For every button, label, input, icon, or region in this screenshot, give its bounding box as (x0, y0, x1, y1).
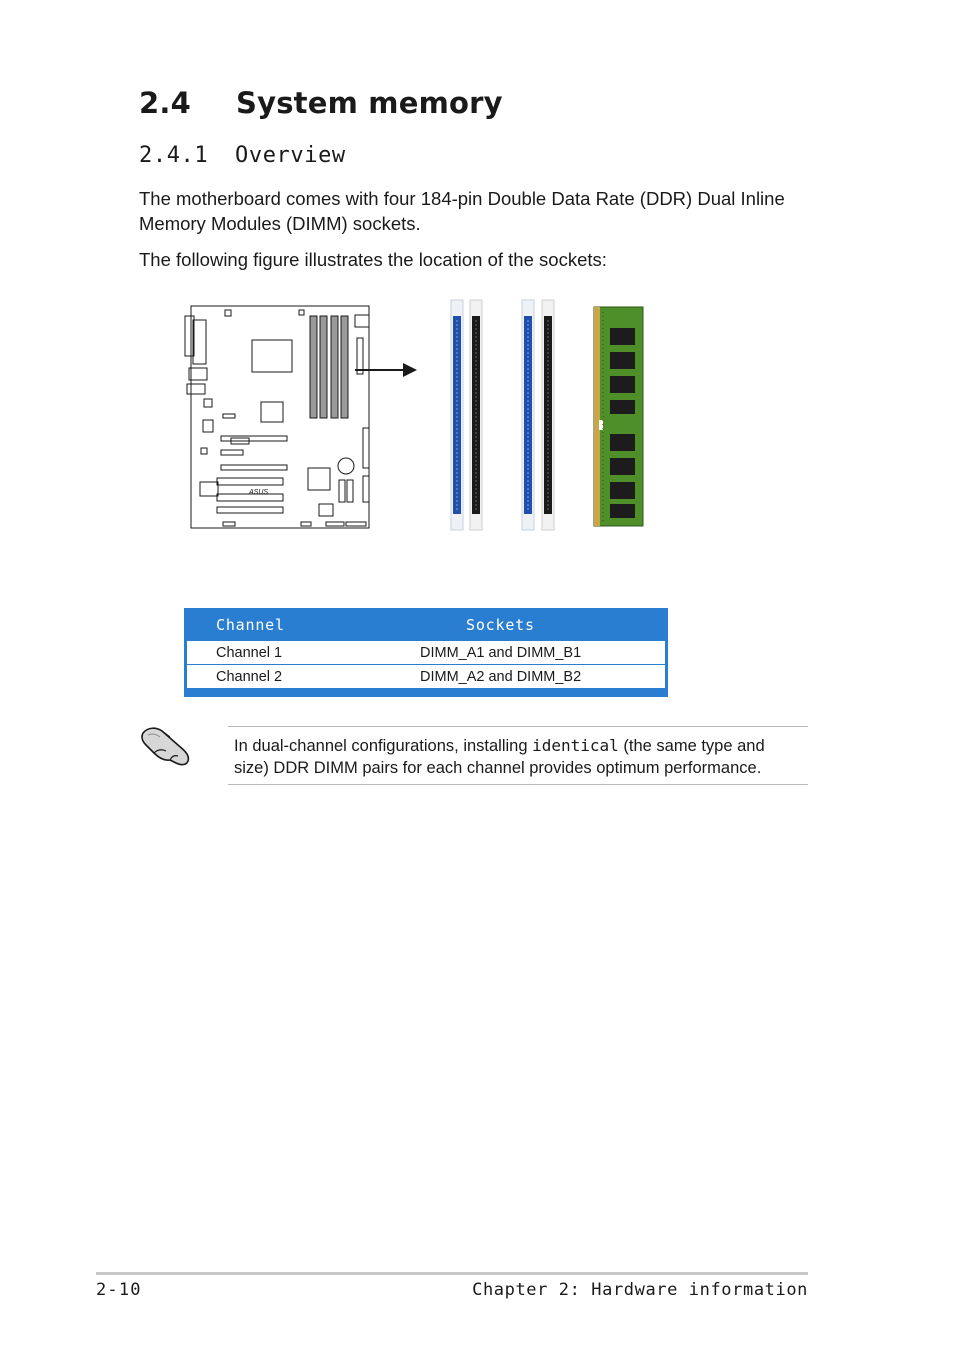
table-cell-channel: Channel 1 (187, 641, 416, 665)
dimm-socket-blue (451, 300, 463, 530)
table-cell-channel: Channel 2 (216, 668, 283, 685)
asus-logo: ASUS (249, 489, 269, 496)
super-io-chip (308, 468, 330, 490)
mounting-hole (299, 310, 304, 315)
small-chip (203, 420, 213, 432)
expansion-slot (221, 450, 243, 455)
dimm-socket-figure (183, 298, 653, 538)
board-dimm-slot (331, 316, 338, 418)
memory-chip (610, 434, 635, 451)
memory-chip (610, 504, 635, 518)
ddr-memory-module (594, 307, 643, 526)
memory-chip (610, 328, 635, 345)
audio-chip (200, 482, 218, 496)
dimm-socket-black (470, 300, 482, 530)
board-dimm-slot (310, 316, 317, 418)
expansion-slot (221, 465, 287, 470)
footer-divider (96, 1272, 808, 1275)
mounting-hole (225, 310, 231, 316)
ide-connector (363, 476, 369, 502)
pointing-hand-icon (140, 723, 192, 767)
intro-paragraph: The motherboard comes with four 184-pin Double Data Rate (DDR) Dual Inline Memory Modules (DIMM) sockets. (139, 188, 785, 234)
table-row (187, 641, 665, 665)
dimm-socket-closeup (451, 300, 554, 530)
front-panel-header (326, 522, 344, 526)
note-text (228, 727, 808, 779)
table-header-sockets: Sockets (416, 608, 665, 641)
table-header-row (187, 608, 665, 641)
channel-sockets-table (187, 608, 665, 688)
section-title (139, 86, 503, 120)
rear-io-connector (189, 368, 207, 380)
cpu-socket (252, 340, 292, 372)
figure-intro-paragraph: The following figure illustrates the location of the sockets: (139, 249, 607, 270)
note-text-before: In dual-channel configurations, installing (234, 737, 533, 755)
sata-connector (339, 480, 345, 502)
chipset (261, 402, 283, 422)
memory-chip (610, 458, 635, 475)
small-chip (319, 504, 333, 516)
note-box (228, 726, 808, 785)
rear-io-connector (193, 320, 206, 364)
note-text-after: (the same type and size) DDR DIMM pairs for each channel provides optimum performance. (234, 737, 765, 777)
board-dimm-slot (320, 316, 327, 418)
table-row (187, 665, 665, 689)
note-emphasis: identical (532, 736, 619, 755)
pointer-arrow (355, 363, 417, 377)
table-cell-sockets: DIMM_A1 and DIMM_B1 (416, 641, 665, 665)
ide-connector (357, 338, 363, 374)
page-number: 2-10 (96, 1280, 142, 1300)
memory-chip (610, 352, 635, 369)
section-title-text: System memory (236, 86, 503, 120)
rear-io-connector (204, 399, 212, 407)
dimm-socket-blue (522, 300, 534, 530)
motherboard-dimm-slots (310, 316, 348, 418)
table-header-channel: Channel (187, 608, 416, 641)
front-panel-header (346, 522, 366, 526)
rear-io-connector (187, 384, 205, 394)
small-chip (223, 414, 235, 418)
table-cell-sockets: DIMM_A2 and DIMM_B2 (420, 668, 582, 685)
section-number: 2.4 (139, 86, 191, 120)
sata-connector (347, 480, 353, 502)
small-chip (201, 448, 207, 454)
floppy-connector (363, 428, 369, 468)
subsection-title (139, 143, 346, 168)
memory-chip (610, 482, 635, 499)
chapter-title: Chapter 2: Hardware information (472, 1280, 808, 1300)
memory-chip (610, 376, 635, 393)
subsection-number: 2.4.1 (139, 143, 209, 168)
board-dimm-slot (341, 316, 348, 418)
expansion-slot (217, 478, 283, 485)
channel-table-container (184, 608, 668, 697)
front-panel-header (301, 522, 311, 526)
atx-power-connector (355, 315, 369, 327)
subsection-title-text: Overview (235, 143, 346, 168)
dimm-socket-black (542, 300, 554, 530)
front-panel-header (223, 522, 235, 526)
memory-chip (610, 400, 635, 414)
expansion-slot (217, 507, 283, 513)
battery (338, 458, 354, 474)
